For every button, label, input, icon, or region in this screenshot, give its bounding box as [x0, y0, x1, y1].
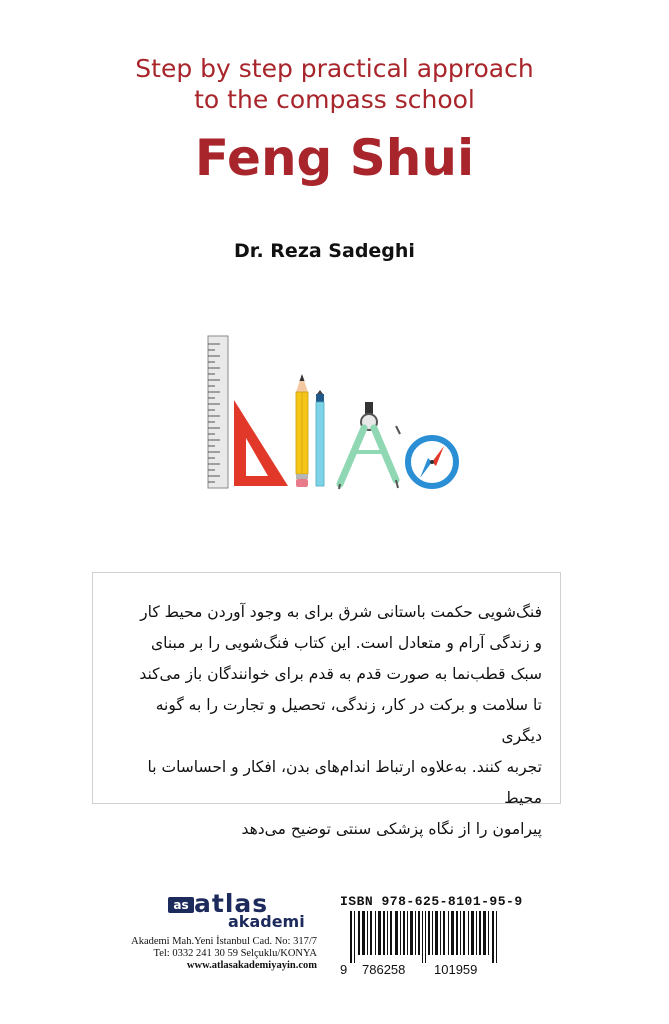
isbn-label: ISBN 978-625-8101-95-9 — [340, 894, 523, 909]
logo-sub: akademi — [228, 912, 305, 931]
author-name: Dr. Reza Sadeghi — [234, 240, 415, 262]
description-line: سبک قطب‌نما به صورت قدم به قدم برای خوانندگان باز می‌کند — [139, 665, 542, 683]
stationery-illustration — [200, 334, 470, 492]
description-line: پیرامون را از نگاه پزشکی سنتی توضیح می‌دهد — [241, 820, 542, 838]
drawing-compass-icon — [339, 402, 400, 489]
book-title: Feng Shui — [194, 129, 475, 187]
publisher-phone: Tel: 0332 241 30 59 Selçuklu/KONYA — [153, 948, 317, 959]
barcode-left-digits: 786258 — [362, 962, 406, 977]
publisher-website: www.atlasakademiyayin.com — [186, 960, 317, 971]
description-line: و زندگی آرام و متعادل است. این کتاب فنگ‌شویی را بر مبنای — [150, 634, 542, 652]
isbn-barcode — [350, 911, 498, 963]
description-line: تجربه کنند. به‌علاوه ارتباط اندام‌های بدن، افکار و احساسات با محیط — [147, 758, 542, 807]
publisher-logo — [168, 889, 313, 933]
pen-icon — [316, 390, 324, 486]
barcode-first-digit: 9 — [340, 962, 348, 977]
subtitle-line-2: to the compass school — [194, 85, 475, 114]
description-text — [111, 597, 542, 845]
publisher-address: Akademi Mah.Yeni İstanbul Cad. No: 317/7 — [131, 936, 317, 947]
subtitle-line-1: Step by step practical approach — [135, 54, 534, 83]
set-square-icon — [234, 400, 288, 486]
logo-name: atlas — [194, 889, 269, 918]
logo-mark: as — [168, 897, 194, 913]
compass-icon — [408, 438, 456, 486]
description-line: تا سلامت و برکت در کار، زندگی، تحصیل و تجارت را به گونه دیگری — [155, 696, 542, 745]
ruler-icon — [208, 336, 228, 488]
pencil-icon — [296, 374, 308, 487]
description-line: فنگ‌شویی حکمت باستانی شرق برای به وجود آوردن محیط کار — [140, 603, 542, 621]
barcode-right-digits: 101959 — [434, 962, 478, 977]
description-box — [92, 572, 561, 838]
